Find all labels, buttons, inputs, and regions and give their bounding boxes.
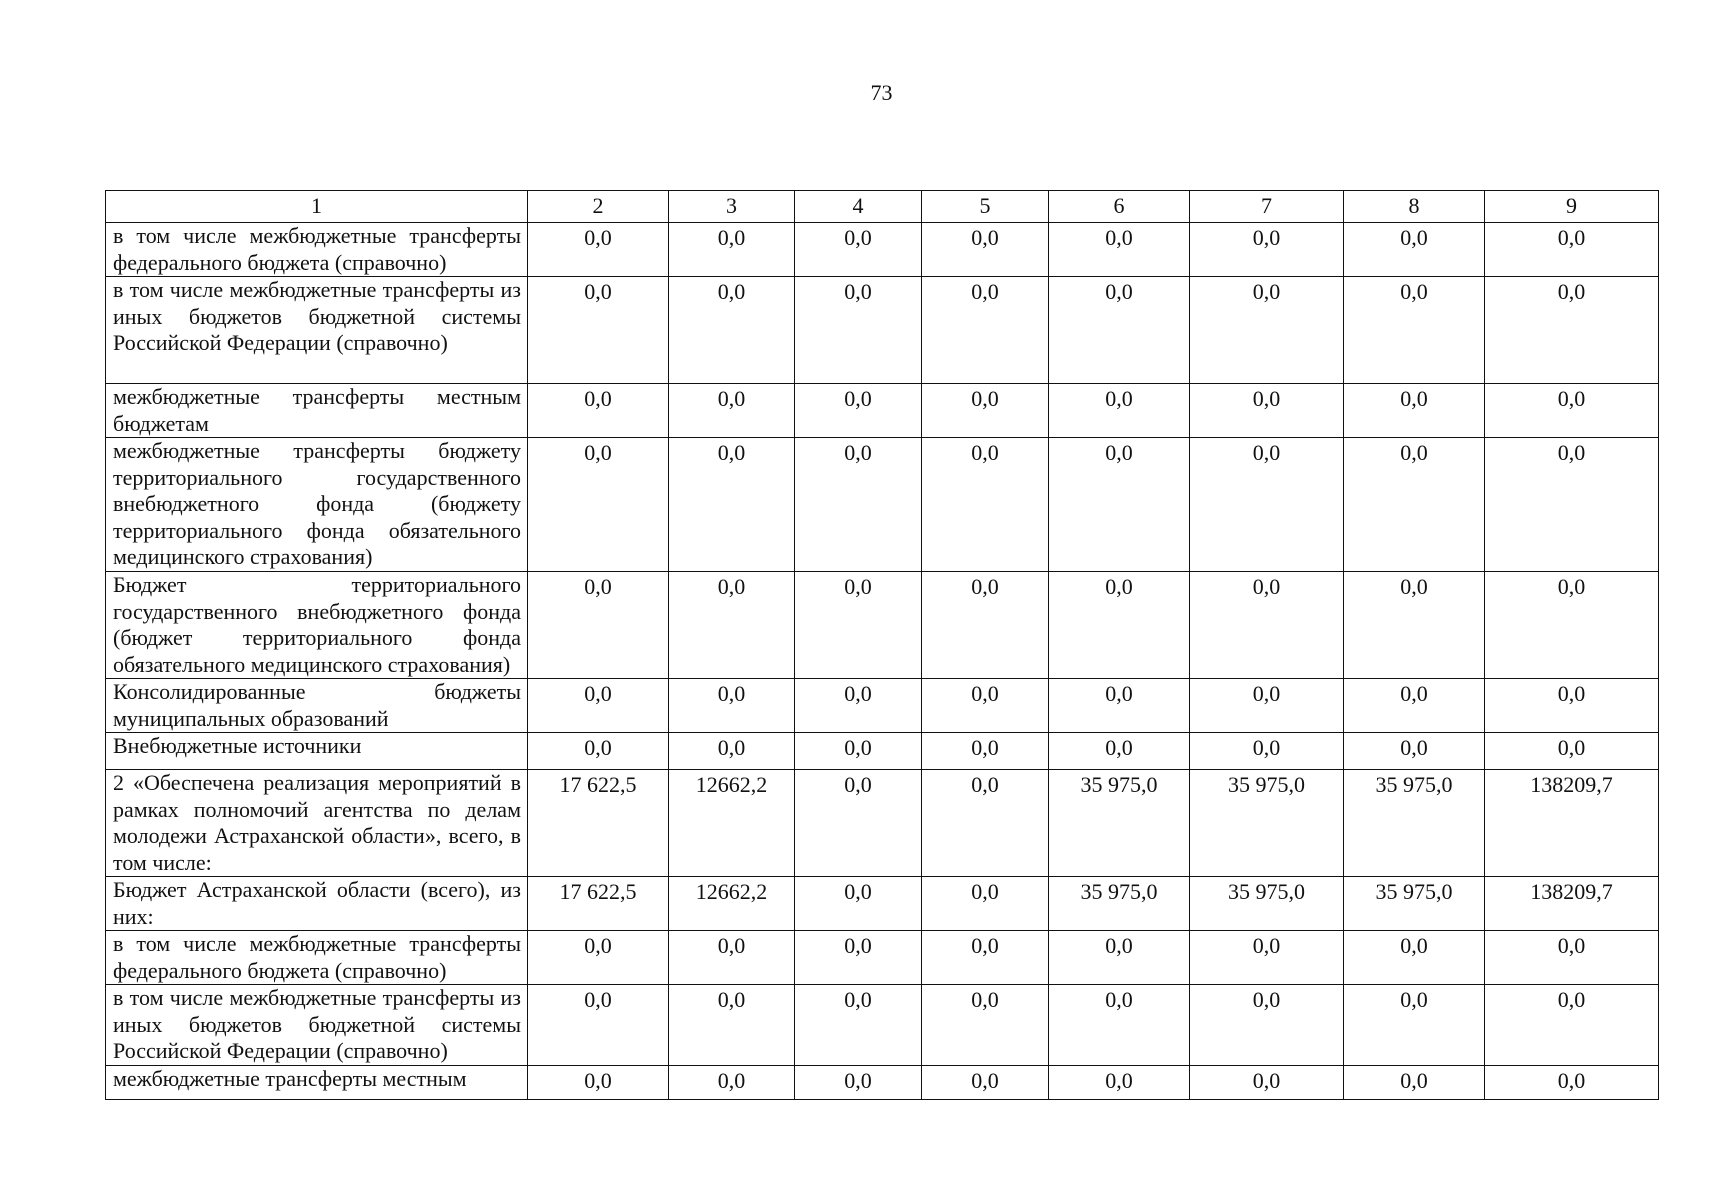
value-cell: 35 975,0 (1190, 877, 1344, 931)
value-cell: 0,0 (528, 679, 669, 733)
value-cell: 0,0 (1190, 679, 1344, 733)
value-cell: 0,0 (795, 931, 922, 985)
row-label: межбюджетные трансферты местным (106, 1065, 528, 1099)
row-label: межбюджетные трансферты местным бюджетам (106, 384, 528, 438)
value-cell: 0,0 (922, 277, 1049, 384)
page-number: 73 (870, 80, 893, 105)
value-cell: 0,0 (1190, 1065, 1344, 1099)
value-cell: 0,0 (1190, 277, 1344, 384)
row-label: в том числе межбюджетные трансферты федерального бюджета (справочно) (106, 931, 528, 985)
column-header: 8 (1344, 191, 1485, 223)
value-cell: 0,0 (922, 877, 1049, 931)
value-cell: 12662,2 (669, 770, 795, 877)
value-cell: 0,0 (1485, 277, 1659, 384)
value-cell: 0,0 (1049, 438, 1190, 572)
value-cell: 0,0 (1190, 572, 1344, 679)
value-cell: 0,0 (1485, 985, 1659, 1066)
value-cell: 0,0 (669, 931, 795, 985)
value-cell: 0,0 (922, 679, 1049, 733)
value-cell: 0,0 (528, 223, 669, 277)
value-cell: 17 622,5 (528, 770, 669, 877)
value-cell: 0,0 (795, 733, 922, 770)
value-cell: 0,0 (1344, 1065, 1485, 1099)
value-cell: 0,0 (1049, 733, 1190, 770)
value-cell: 0,0 (795, 877, 922, 931)
value-cell: 0,0 (795, 770, 922, 877)
value-cell: 0,0 (528, 931, 669, 985)
value-cell: 0,0 (795, 572, 922, 679)
table-row (106, 572, 1659, 679)
table-row (106, 223, 1659, 277)
row-label: в том числе межбюджетные трансферты из иных бюджетов бюджетной системы Российской Федерации (справочно) (106, 985, 528, 1066)
value-cell: 0,0 (1049, 679, 1190, 733)
value-cell: 0,0 (922, 770, 1049, 877)
value-cell: 0,0 (669, 384, 795, 438)
column-header: 9 (1485, 191, 1659, 223)
table-row (106, 438, 1659, 572)
column-header: 3 (669, 191, 795, 223)
value-cell: 0,0 (669, 1065, 795, 1099)
value-cell: 0,0 (1049, 1065, 1190, 1099)
value-cell: 0,0 (1049, 931, 1190, 985)
value-cell: 0,0 (795, 277, 922, 384)
value-cell: 138209,7 (1485, 877, 1659, 931)
value-cell: 0,0 (795, 438, 922, 572)
value-cell: 0,0 (1485, 438, 1659, 572)
value-cell: 0,0 (795, 1065, 922, 1099)
value-cell: 0,0 (922, 931, 1049, 985)
value-cell: 17 622,5 (528, 877, 669, 931)
row-label: 2 «Обеспечена реализация мероприятий в рамках полномочий агентства по делам молодежи Астраханской области», всего, в том числе: (106, 770, 528, 877)
column-header: 6 (1049, 191, 1190, 223)
value-cell: 35 975,0 (1049, 770, 1190, 877)
value-cell: 0,0 (1049, 572, 1190, 679)
value-cell: 138209,7 (1485, 770, 1659, 877)
row-label: в том числе межбюджетные трансферты федерального бюджета (справочно) (106, 223, 528, 277)
column-header: 1 (106, 191, 528, 223)
value-cell: 0,0 (669, 572, 795, 679)
value-cell: 0,0 (922, 733, 1049, 770)
row-label: Консолидированные бюджеты муниципальных образований (106, 679, 528, 733)
table-row (106, 985, 1659, 1066)
value-cell: 0,0 (1190, 931, 1344, 985)
value-cell: 0,0 (528, 384, 669, 438)
value-cell: 0,0 (528, 277, 669, 384)
value-cell: 0,0 (1344, 438, 1485, 572)
value-cell: 0,0 (1190, 384, 1344, 438)
value-cell: 35 975,0 (1190, 770, 1344, 877)
value-cell: 0,0 (1344, 985, 1485, 1066)
value-cell: 0,0 (669, 679, 795, 733)
column-header: 2 (528, 191, 669, 223)
value-cell: 0,0 (1049, 384, 1190, 438)
value-cell: 0,0 (1190, 223, 1344, 277)
value-cell: 0,0 (1049, 223, 1190, 277)
value-cell: 0,0 (795, 985, 922, 1066)
table-row (106, 384, 1659, 438)
value-cell: 0,0 (1344, 384, 1485, 438)
value-cell: 0,0 (1344, 572, 1485, 679)
value-cell: 0,0 (528, 572, 669, 679)
budget-table (105, 190, 1659, 1100)
table-row (106, 679, 1659, 733)
value-cell: 0,0 (1344, 223, 1485, 277)
value-cell: 0,0 (922, 1065, 1049, 1099)
value-cell: 0,0 (1190, 985, 1344, 1066)
value-cell: 0,0 (1190, 733, 1344, 770)
value-cell: 0,0 (922, 438, 1049, 572)
value-cell: 0,0 (528, 985, 669, 1066)
value-cell: 0,0 (1485, 1065, 1659, 1099)
value-cell: 0,0 (1344, 277, 1485, 384)
value-cell: 0,0 (1344, 931, 1485, 985)
value-cell: 0,0 (922, 384, 1049, 438)
value-cell: 0,0 (1485, 384, 1659, 438)
table-row (106, 877, 1659, 931)
value-cell: 0,0 (795, 223, 922, 277)
value-cell: 0,0 (669, 277, 795, 384)
column-header: 5 (922, 191, 1049, 223)
value-cell: 0,0 (528, 733, 669, 770)
value-cell: 0,0 (669, 733, 795, 770)
table-row (106, 277, 1659, 384)
row-label: межбюджетные трансферты бюджету территориального государственного внебюджетного фонда (бюджету территориального фонда обязательного медицинского страхования) (106, 438, 528, 572)
value-cell: 0,0 (669, 985, 795, 1066)
value-cell: 0,0 (1344, 679, 1485, 733)
column-header: 4 (795, 191, 922, 223)
value-cell: 0,0 (795, 679, 922, 733)
value-cell: 12662,2 (669, 877, 795, 931)
row-label: Бюджет Астраханской области (всего), из них: (106, 877, 528, 931)
table-row (106, 931, 1659, 985)
value-cell: 0,0 (795, 384, 922, 438)
value-cell: 0,0 (1485, 733, 1659, 770)
table-row (106, 770, 1659, 877)
value-cell: 0,0 (1485, 679, 1659, 733)
row-label: в том числе межбюджетные трансферты из иных бюджетов бюджетной системы Российской Федерации (справочно) (106, 277, 528, 384)
value-cell: 0,0 (1485, 931, 1659, 985)
value-cell: 0,0 (1485, 572, 1659, 679)
table-header-row (106, 191, 1659, 223)
value-cell: 35 975,0 (1049, 877, 1190, 931)
table-body (106, 191, 1659, 1100)
row-label: Бюджет территориального государственного внебюджетного фонда (бюджет территориального фонда обязательного медицинского страхования) (106, 572, 528, 679)
value-cell: 0,0 (1049, 277, 1190, 384)
table-row (106, 733, 1659, 770)
value-cell: 0,0 (528, 1065, 669, 1099)
value-cell: 0,0 (1049, 985, 1190, 1066)
value-cell: 0,0 (528, 438, 669, 572)
value-cell: 0,0 (669, 438, 795, 572)
value-cell: 35 975,0 (1344, 770, 1485, 877)
column-header: 7 (1190, 191, 1344, 223)
table-row (106, 1065, 1659, 1099)
value-cell: 0,0 (1344, 733, 1485, 770)
value-cell: 0,0 (1190, 438, 1344, 572)
value-cell: 0,0 (1485, 223, 1659, 277)
value-cell: 35 975,0 (1344, 877, 1485, 931)
row-label: Внебюджетные источники (106, 733, 528, 770)
value-cell: 0,0 (922, 223, 1049, 277)
value-cell: 0,0 (922, 985, 1049, 1066)
value-cell: 0,0 (669, 223, 795, 277)
value-cell: 0,0 (922, 572, 1049, 679)
